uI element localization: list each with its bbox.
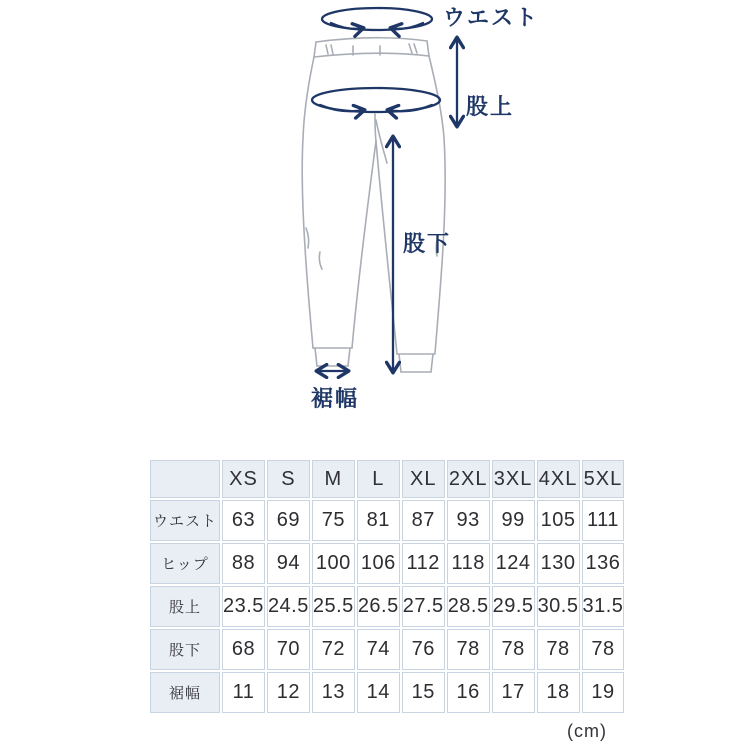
size-value-cell: 19 (582, 672, 625, 713)
column-header-2xl: 2XL (447, 460, 490, 498)
size-value-cell: 17 (492, 672, 535, 713)
row-label: ウエスト (150, 500, 220, 541)
waist-measure-arrows (331, 23, 423, 29)
size-value-cell: 63 (222, 500, 265, 541)
size-value-cell: 29.5 (492, 586, 535, 627)
column-header-5xl: 5XL (582, 460, 625, 498)
table-row-hem-width (150, 672, 624, 713)
size-value-cell: 111 (582, 500, 625, 541)
column-header-l: L (357, 460, 400, 498)
size-value-cell: 78 (537, 629, 580, 670)
column-header-xs: XS (222, 460, 265, 498)
row-label: 股下 (150, 629, 220, 670)
size-value-cell: 16 (447, 672, 490, 713)
size-value-cell: 69 (267, 500, 310, 541)
size-value-cell: 136 (582, 543, 625, 584)
size-value-cell: 130 (537, 543, 580, 584)
row-label: ヒップ (150, 543, 220, 584)
column-header-s: S (267, 460, 310, 498)
row-label: 股上 (150, 586, 220, 627)
unit-label: (cm) (567, 721, 607, 741)
size-value-cell: 100 (312, 543, 355, 584)
size-value-cell: 23.5 (222, 586, 265, 627)
size-value-cell: 118 (447, 543, 490, 584)
size-value-cell: 87 (402, 500, 445, 541)
row-label: 裾幅 (150, 672, 220, 713)
size-value-cell: 13 (312, 672, 355, 713)
size-value-cell: 12 (267, 672, 310, 713)
waist-label: ウエスト (443, 5, 540, 30)
column-header-xl: XL (402, 460, 445, 498)
size-value-cell: 105 (537, 500, 580, 541)
size-value-cell: 26.5 (357, 586, 400, 627)
size-value-cell: 76 (402, 629, 445, 670)
column-header-m: M (312, 460, 355, 498)
size-value-cell: 74 (357, 629, 400, 670)
table-row-inseam (150, 629, 624, 670)
size-value-cell: 78 (447, 629, 490, 670)
size-value-cell: 18 (537, 672, 580, 713)
size-value-cell: 24.5 (267, 586, 310, 627)
size-value-cell: 88 (222, 543, 265, 584)
size-value-cell: 28.5 (447, 586, 490, 627)
size-value-cell: 99 (492, 500, 535, 541)
size-value-cell: 72 (312, 629, 355, 670)
table-row-rise (150, 586, 624, 627)
size-value-cell: 78 (582, 629, 625, 670)
size-value-cell: 93 (447, 500, 490, 541)
table-row-hip (150, 543, 624, 584)
size-value-cell: 124 (492, 543, 535, 584)
size-value-cell: 11 (222, 672, 265, 713)
size-value-cell: 68 (222, 629, 265, 670)
inseam-label: 股下 (403, 231, 452, 256)
column-header-4xl: 4XL (537, 460, 580, 498)
size-value-cell: 31.5 (582, 586, 625, 627)
hem-width-label: 裾幅 (311, 386, 360, 411)
size-value-cell: 30.5 (537, 586, 580, 627)
size-value-cell: 112 (402, 543, 445, 584)
size-value-cell: 106 (357, 543, 400, 584)
size-value-cell: 81 (357, 500, 400, 541)
header-row (150, 460, 624, 498)
corner-cell (150, 460, 220, 498)
size-value-cell: 15 (402, 672, 445, 713)
rise-label: 股上 (466, 94, 515, 119)
size-value-cell: 70 (267, 629, 310, 670)
size-value-cell: 78 (492, 629, 535, 670)
size-value-cell: 14 (357, 672, 400, 713)
hip-measure-arrows (320, 105, 432, 111)
size-value-cell: 27.5 (402, 586, 445, 627)
column-header-3xl: 3XL (492, 460, 535, 498)
size-value-cell: 94 (267, 543, 310, 584)
size-value-cell: 75 (312, 500, 355, 541)
size-value-cell: 25.5 (312, 586, 355, 627)
size-table (148, 458, 626, 715)
table-row-waist (150, 500, 624, 541)
